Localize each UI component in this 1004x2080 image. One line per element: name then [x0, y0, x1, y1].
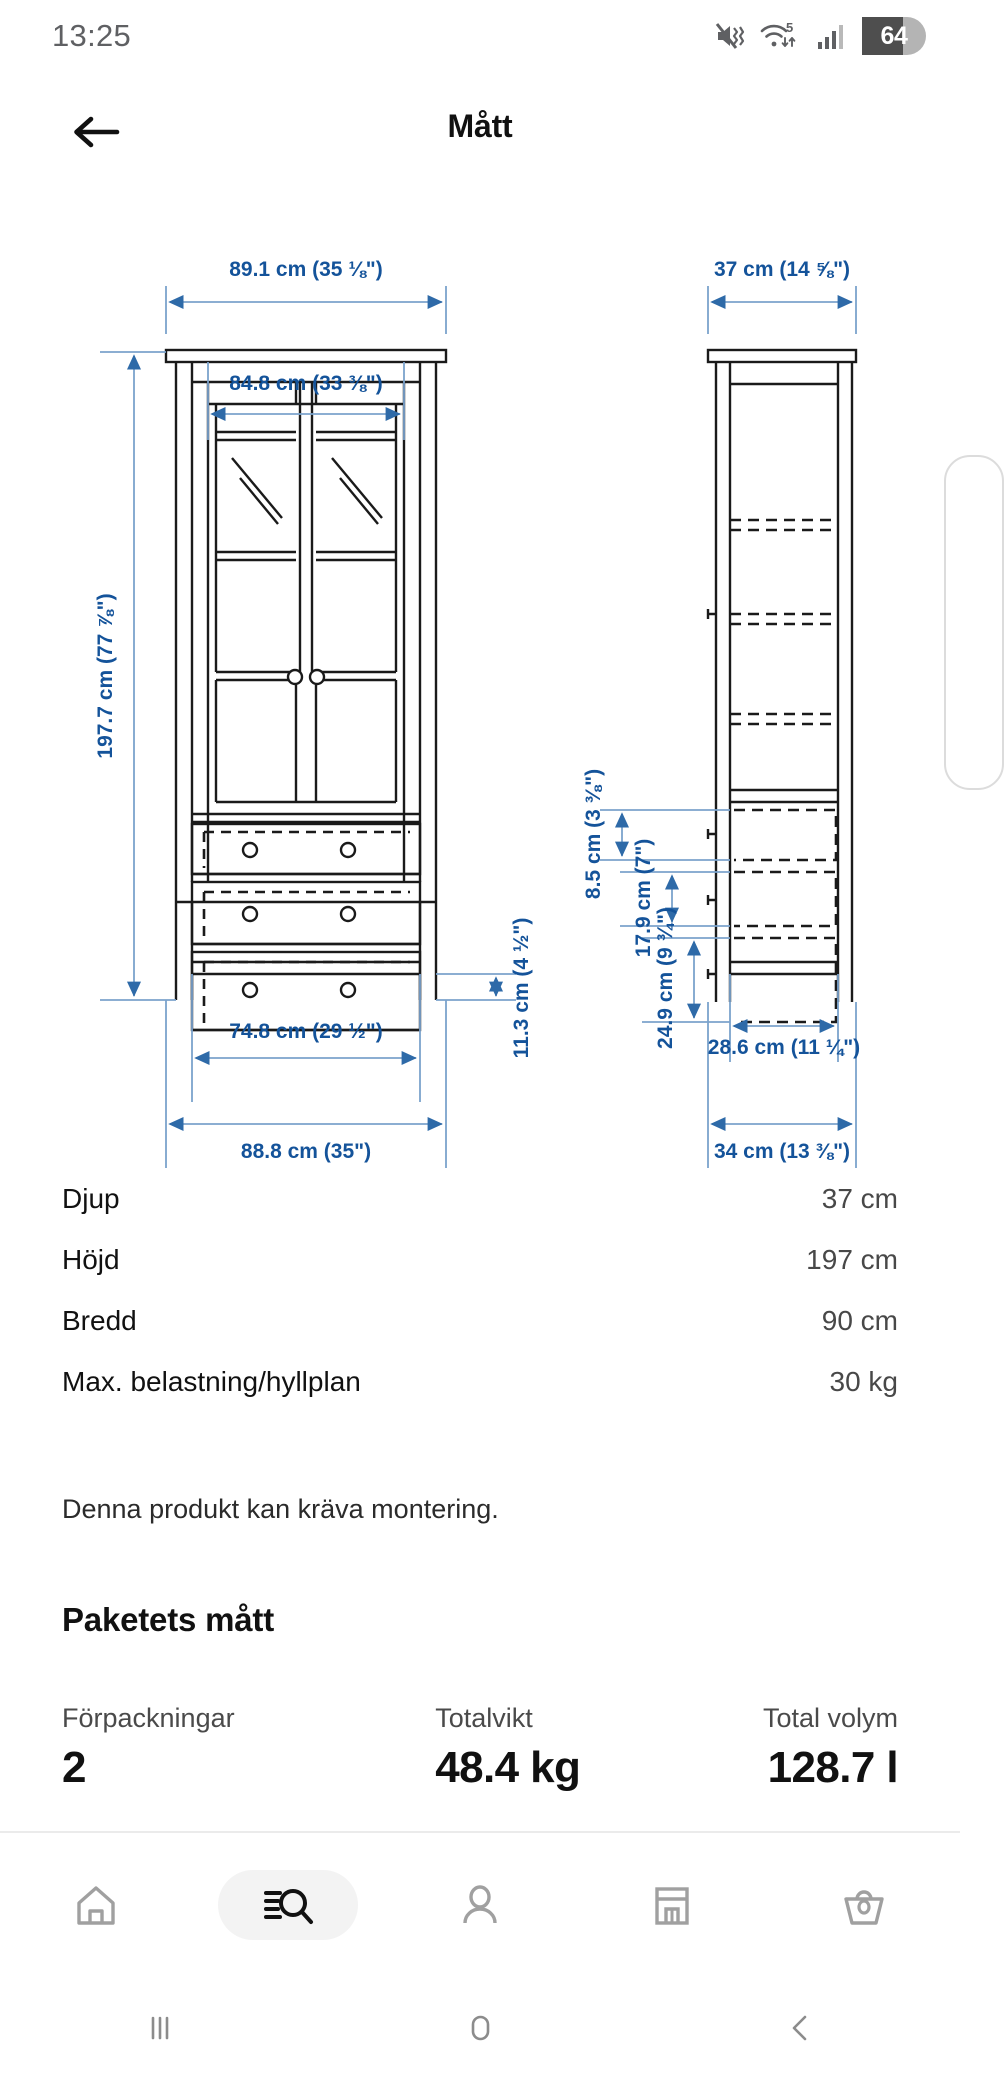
- spec-value: 90 cm: [821, 1305, 898, 1336]
- package-column-label: Förpackningar: [62, 1703, 235, 1733]
- assembly-note: Denna produkt kan kräva montering.: [62, 1494, 499, 1524]
- back-icon: [778, 2006, 822, 2050]
- dim-front-base-inner: 74.8 cm (29 ½"): [229, 1020, 383, 1043]
- package-column-label: Totalvikt: [435, 1703, 533, 1733]
- spec-value: 30 kg: [829, 1366, 898, 1397]
- basket-icon: [838, 1879, 890, 1931]
- spec-label: Höjd: [62, 1244, 120, 1275]
- svg-text:5: 5: [786, 20, 794, 35]
- tab-basket[interactable]: [768, 1833, 960, 1976]
- package-heading: Paketets mått: [62, 1601, 274, 1638]
- package-column-value: 128.7 l: [767, 1742, 898, 1792]
- tab-store[interactable]: [576, 1833, 768, 1976]
- dim-front-height: 197.7 cm (77 ⅞"): [94, 593, 117, 759]
- mute-vibrate-icon: [715, 21, 749, 51]
- status-icon-group: [715, 17, 926, 55]
- dim-front-width-outer: 89.1 cm (35 ⅛"): [229, 258, 383, 281]
- store-icon: [646, 1879, 698, 1931]
- specification-list: [0, 1183, 960, 1427]
- system-navigation-bar: [0, 1976, 960, 2080]
- tab-profile[interactable]: [384, 1833, 576, 1976]
- spec-row: [62, 1305, 898, 1366]
- dimensions-diagram-svg: [0, 258, 960, 1163]
- recents-icon: [138, 2006, 182, 2050]
- spec-row: [62, 1244, 898, 1305]
- spec-row: [62, 1366, 898, 1427]
- package-column-value: 48.4 kg: [435, 1742, 581, 1792]
- battery-indicator: [862, 17, 926, 55]
- package-column-volume: [763, 1702, 898, 1795]
- status-clock: 13:25: [52, 18, 132, 53]
- spec-row: [62, 1183, 898, 1244]
- dim-front-leg-height: 11.3 cm (4 ½"): [510, 917, 533, 1059]
- home-icon: [70, 1879, 122, 1931]
- spec-label: Djup: [62, 1183, 120, 1214]
- dim-side-base-inner: 28.6 cm (11 ¼"): [707, 1036, 861, 1059]
- dim-front-base-outer: 88.8 cm (35"): [240, 1140, 372, 1163]
- dim-side-depth: 37 cm (14 ⅝"): [713, 258, 851, 281]
- search-icon: [260, 1879, 316, 1931]
- package-column-packages: [62, 1702, 235, 1795]
- dimensions-diagram: [0, 258, 960, 1163]
- package-column-weight: [435, 1702, 580, 1795]
- battery-percent: 64: [880, 21, 908, 50]
- spec-label: Max. belastning/hyllplan: [62, 1366, 361, 1397]
- nav-home-button[interactable]: [320, 1976, 640, 2080]
- status-bar: [0, 0, 960, 72]
- tab-search-active-pill: [218, 1870, 358, 1940]
- spec-value: 37 cm: [821, 1183, 898, 1214]
- dim-front-width-inner: 84.8 cm (33 ⅜"): [229, 372, 383, 395]
- package-column-label: Total volym: [762, 1703, 898, 1733]
- dim-side-drawer-1: 8.5 cm (3 ⅜"): [582, 768, 605, 900]
- signal-bars-icon: [817, 21, 847, 51]
- spec-label: Bredd: [62, 1305, 137, 1336]
- app-bar: [0, 88, 960, 180]
- nav-recents-button[interactable]: [0, 1976, 320, 2080]
- tab-search[interactable]: [192, 1833, 384, 1976]
- dim-side-base-outer: 34 cm (13 ⅜"): [713, 1140, 851, 1163]
- package-column-value: 2: [62, 1742, 86, 1792]
- wifi-icon: [760, 20, 806, 52]
- tab-home[interactable]: [0, 1833, 192, 1976]
- package-summary: [0, 1702, 960, 1795]
- page-title: Mått: [447, 108, 513, 144]
- bottom-tab-bar: [0, 1833, 960, 1976]
- dim-side-drawer-3: 24.9 cm (9 ¾"): [654, 907, 677, 1049]
- home-icon: [458, 2006, 502, 2050]
- spec-value: 197 cm: [806, 1244, 898, 1275]
- nav-back-button[interactable]: [640, 1976, 960, 2080]
- dim-side-drawer-2: 17.9 cm (7"): [632, 838, 655, 958]
- profile-icon: [454, 1879, 506, 1931]
